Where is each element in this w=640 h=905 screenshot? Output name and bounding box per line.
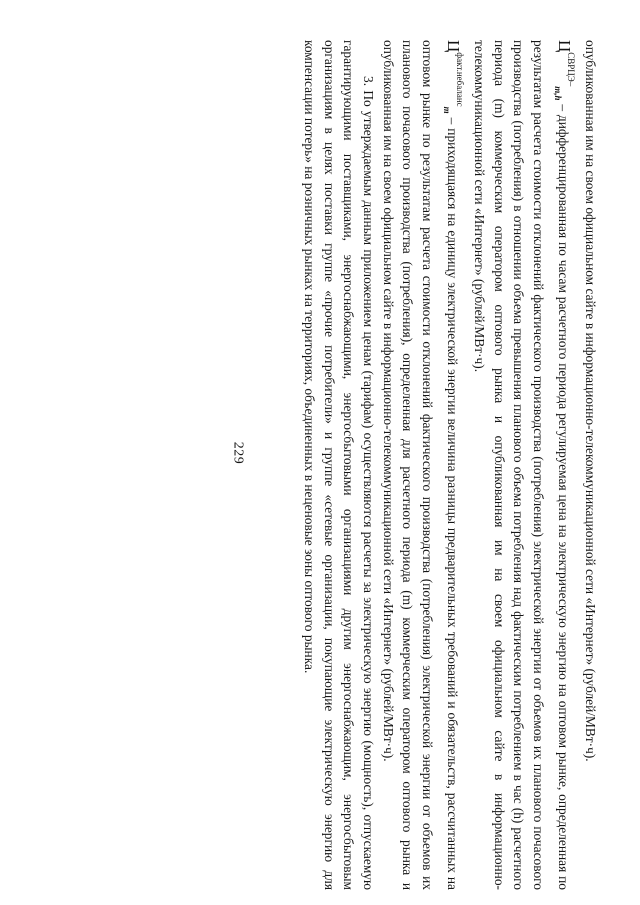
paragraph-text: – приходящаяся на единицу электрической энергии величина разницы предварительных требований и обязательств, рассчитанных на оптовом рынке по результатам расчета стоимости отклонений фактического производства (потребления) электрической энергии от объемов их планового почасового производства (потребления), определенная для расчетного периода (m) коммерческим оператором оптового рынка и опубликованная им на своем официальном сайте в информационно-телекоммуникационной сети «Интернет» (рублей/МВт·ч). [380, 40, 461, 890]
paragraph-svrce-price [469, 40, 580, 890]
price-symbol: Ц [444, 40, 464, 53]
paragraph-fact-imbalance [378, 40, 469, 890]
page-number: 229 [230, 441, 246, 465]
price-superscript: СВРЦЭ– [566, 52, 577, 87]
price-symbol: Ц [555, 40, 575, 53]
paragraph-item-3: 3. По утверждаемым данным приложением ценам (тарифам) осуществляются расчеты за электрическую энергию (мощность), отпускаемую гарантирующими поставщиками, энергоснабжающими, энергосбытовыми организациями другим энергоснабжающим, энергосбытовым организациям в целях поставки группе «прочие потребители» и группе «сетевые организации, покупающие электрическую энергию для компенсации потерь» на розничных рынках на территориях, объединенных в неценовые зоны оптового рынка. [302, 40, 377, 890]
document-body [250, 40, 600, 890]
paragraph-text: – дифференцированная по часам расчетного периода регулируемая цена на электрическую энергию на оптовом рынке, определенная по результатам расчета стоимости отклонений фактического производства (потребления) электрической энергии от объемов их планового почасового производства (потребления) в отношении объема превышения планового объема потребления над фактическим потреблением в час (h) расчетного периода (m) коммерческим оператором оптового рынка и опубликованная им на своем официальном сайте в информационно-телекоммуникационной сети «Интернет» (рублей/МВт·ч). [472, 40, 572, 890]
price-subscript: m,h [553, 86, 564, 101]
price-subscript: m [442, 106, 453, 114]
price-superscript: факт.небаланс [455, 52, 466, 107]
paragraph-intro: опубликованная им на своем официальном сайте в информационно-телекоммуникационной сети «Интернет» (рублей/МВт·ч). [583, 40, 598, 762]
